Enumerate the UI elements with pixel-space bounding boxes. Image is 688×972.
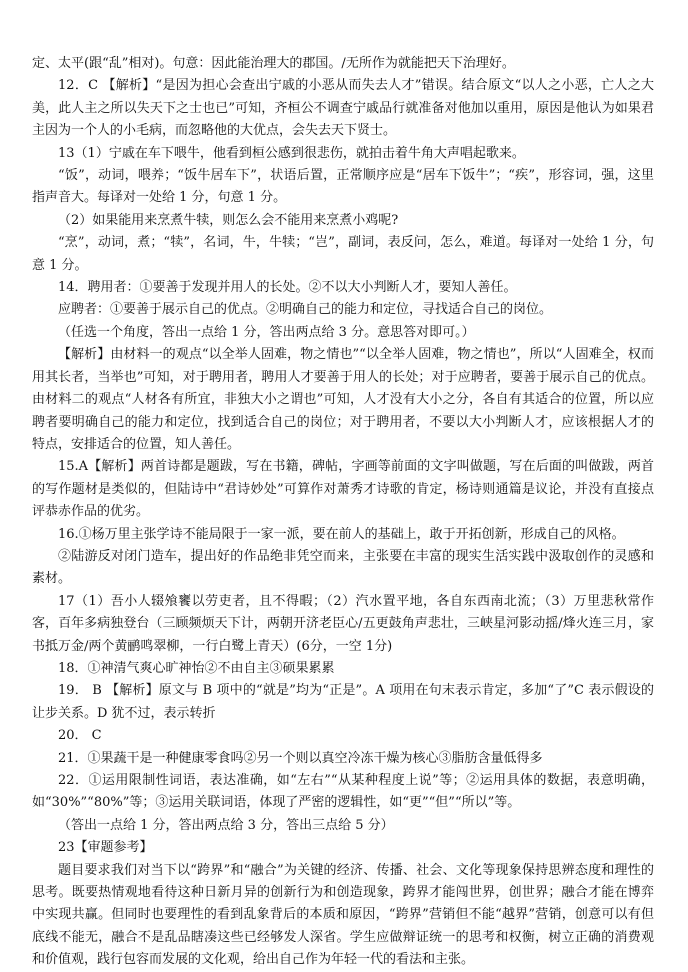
paragraph: 19． B 【解析】原文与 B 项中的“就是”均为“正是”。A 项用在句末表示肯定，多加“了”C 表示假设的让步关系。D 犹不过，表示转折	[32, 683, 654, 721]
paragraph: 22．①运用限制性词语，表达准确，如“左右”“从某种程度上说”等；②运用具体的数据，表意明确，如“30%”“80%”等；③运用关联词语，体现了严密的逻辑性，如“更”“但”“所以”等。	[32, 773, 654, 811]
paragraph: 18．①神清气爽心旷神怡②不由自主③硕果累累	[58, 660, 335, 676]
paragraph: 15.A【解析】两首诗都是题跋，写在书籍，碑帖，字画等前面的文字叫做题，写在后面的叫做跋，两首的写作题材是类似的，但陆诗中“君诗妙处”可算作对萧秀才诗歌的肯定，杨诗则通篇是议论，并没有直接点评恭赤作品的优劣。	[32, 459, 654, 520]
paragraph: 12．C 【解析】“是因为担心会查出宁戚的小恶从而失去人才”错误。结合原文“以人之小恶，亡人之大美，此人主之所以失天下之士也已”可知，齐桓公不调查宁戚品行就准备对他加以重用，原因是他认为如果君主因为一个人的小毛病，而忽略他的大优点，会失去天下贤士。	[32, 78, 654, 139]
paragraph: 14．聘用者：①要善于发现并用人的长处。②不以大小判断人才，要知人善任。	[58, 280, 517, 296]
paragraph: （答出一点给 1 分，答出两点给 3 分，答出三点给 5 分）	[58, 817, 394, 833]
paragraph: 21．①果蔬干是一种健康零食吗②另一个则以真空冷冻干燥为核心③脂肪含量低得多	[58, 750, 543, 766]
paragraph: “烹”，动词，煮；“犊”，名词，牛，牛犊；“岂”，副词，表反问，怎么，难道。每译对一处给 1 分，句意 1 分。	[32, 235, 654, 273]
paragraph: 20． C	[58, 728, 102, 744]
paragraph: 【解析】由材料一的观点“以全举人固难，物之情也”“以全举人固难，物之情也”，所以“人固难全，权而用其长者，当举也”可知，对于聘用者，聘用人才要善于用人的长处；对于应聘者，要善于展示自己的优点。由材料二的观点“人材各有所宜，非独大小之谓也”可知，人才没有大小之分，各自有其适合的位置，所以应聘者要明确自己的能力和定位，找到适合自己的岗位；对于聘用者，不要以大小判断人才，应该根据人才的特点，安排适合的位置，知人善任。	[32, 347, 654, 452]
paragraph: 16.①杨万里主张学诗不能局限于一家一派，要在前人的基础上，敢于开拓创新，形成自己的风格。	[58, 526, 625, 542]
paragraph: 应聘者：①要善于展示自己的优点。②明确自己的能力和定位，寻找适合自己的岗位。	[58, 302, 553, 318]
paragraph: 23【审题参考】	[58, 840, 153, 856]
paragraph: 题目要求我们对当下以“跨界”和“融合”为关键的经济、传播、社会、文化等现象保持思辨态度和理性的思考。既要热情观地看待这种日新月异的创新行为和创造现象，跨界才能闯世界，创世界；融合才能在博弈中实现共赢。但同时也要理性的看到乱象背后的本质和原因，“跨界”营销但不能“越界”营销，创意可以有但底线不能无，融合不是乱品瞎凑这些已经够发人深省。学生应做辩证统一的思考和权衡，树立正确的消费观和价值观，践行包容而发展的文化观，给出自己作为年轻一代的看法和主张。	[32, 862, 654, 968]
paragraph: “饭”，动词，喂养；“饭牛居车下”，状语后置，正常顺序应是“居车下饭牛”；“疾”，形容词，强，这里指声音大。每译对一处给 1 分，句意 1 分。	[32, 168, 654, 206]
paragraph: 13（1）宁戚在车下喂牛，他看到桓公感到很悲伤，就拍击着牛角大声唱起歌来。	[58, 145, 525, 161]
answer-document	[32, 53, 654, 972]
paragraph: ②陆游反对闭门造车，提出好的作品绝非凭空而来，主张要在丰富的现实生活实践中汲取创作的灵感和素材。	[32, 548, 654, 587]
paragraph: 17（1）吾小人辍飧饔以劳吏者，且不得暇；（2）汽水置平地，各自东西南北流；（3）万里悲秋常作客，百年多病独登台（三顾频烦天下计，两朝开济老臣心/五更鼓角声悲壮，三峡星河影动摇/烽火连三月，家书抵万金/两个黄鹂鸣翠柳，一行白鹭上青天）(6分，一空 1分)	[32, 593, 654, 654]
paragraph: 定、太平(跟“乱”相对)。句意：因此能治理大的郡国。/无所作为就能把天下治理好。	[32, 56, 515, 71]
paragraph: （2）如果能用来烹煮牛犊，则怎么会不能用来烹煮小鸡呢?	[58, 212, 399, 228]
paragraph: （任选一个角度，答出一点给 1 分，答出两点给 3 分。意思答对即可。）	[58, 324, 475, 340]
